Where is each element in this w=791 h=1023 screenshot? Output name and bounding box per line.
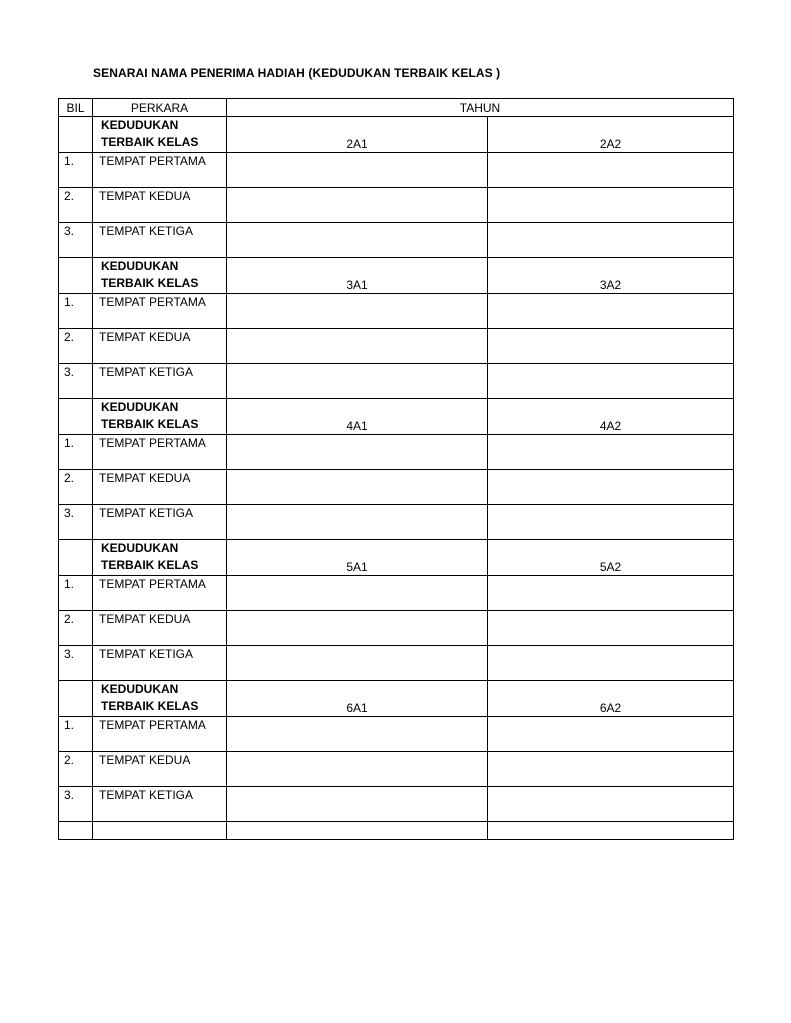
group-label-line2: TERBAIK KELAS [101,417,199,431]
table-row [59,188,734,223]
row-perkara: TEMPAT PERTAMA [93,153,227,188]
class-a-name-cell [227,153,488,188]
group-label-line1: KEDUDUKAN [101,259,179,273]
group-bil-cell [59,258,93,294]
class-b-heading: 6A2 [488,681,734,717]
group-label-line2: TERBAIK KELAS [101,276,199,290]
class-a-name-cell [227,470,488,505]
row-bil: 1. [59,717,93,752]
table-row [59,153,734,188]
row-perkara: TEMPAT KEDUA [93,611,227,646]
class-a-heading: 4A1 [227,399,488,435]
group-bil-cell [59,540,93,576]
table-row [59,294,734,329]
group-bil-cell [59,399,93,435]
group-header-row [59,681,734,717]
group-label-line1: KEDUDUKAN [101,541,179,555]
row-perkara: TEMPAT KETIGA [93,223,227,258]
table-row [59,505,734,540]
row-bil: 1. [59,294,93,329]
empty-row [59,822,734,840]
table-body [59,117,734,840]
class-a-heading: 2A1 [227,117,488,153]
row-perkara: TEMPAT PERTAMA [93,576,227,611]
group-header-row [59,117,734,153]
group-label [93,399,227,435]
row-bil: 3. [59,505,93,540]
class-b-name-cell [488,223,734,258]
class-b-name-cell [488,188,734,223]
class-b-heading: 3A2 [488,258,734,294]
class-a-name-cell [227,611,488,646]
row-perkara: TEMPAT KETIGA [93,646,227,681]
class-b-name-cell [488,505,734,540]
group-label-line1: KEDUDUKAN [101,118,179,132]
row-bil: 3. [59,646,93,681]
row-perkara: TEMPAT KETIGA [93,787,227,822]
table-row [59,223,734,258]
row-bil: 2. [59,752,93,787]
row-perkara: TEMPAT PERTAMA [93,717,227,752]
row-perkara: TEMPAT KEDUA [93,188,227,223]
table-row [59,470,734,505]
header-row [59,99,734,117]
class-a-name-cell [227,223,488,258]
table-row [59,646,734,681]
class-b-name-cell [488,752,734,787]
class-a-heading: 5A1 [227,540,488,576]
class-a-name-cell [227,576,488,611]
empty-cell [227,822,488,840]
class-a-name-cell [227,294,488,329]
table-row [59,752,734,787]
group-label [93,540,227,576]
group-bil-cell [59,117,93,153]
row-bil: 3. [59,223,93,258]
class-a-heading: 6A1 [227,681,488,717]
group-label [93,117,227,153]
table-row [59,576,734,611]
award-table [58,98,734,840]
empty-cell [488,822,734,840]
class-b-name-cell [488,364,734,399]
group-label-line2: TERBAIK KELAS [101,699,199,713]
row-perkara: TEMPAT KEDUA [93,470,227,505]
class-a-name-cell [227,752,488,787]
table-row [59,435,734,470]
class-b-name-cell [488,576,734,611]
class-b-name-cell [488,329,734,364]
group-label-line1: KEDUDUKAN [101,682,179,696]
group-bil-cell [59,681,93,717]
row-perkara: TEMPAT KETIGA [93,364,227,399]
class-a-name-cell [227,329,488,364]
class-a-name-cell [227,787,488,822]
row-bil: 2. [59,329,93,364]
class-a-name-cell [227,646,488,681]
row-bil: 2. [59,611,93,646]
row-perkara: TEMPAT KEDUA [93,752,227,787]
class-a-heading: 3A1 [227,258,488,294]
row-bil: 1. [59,435,93,470]
group-label [93,258,227,294]
class-b-name-cell [488,717,734,752]
row-bil: 2. [59,470,93,505]
group-header-row [59,540,734,576]
group-header-row [59,258,734,294]
class-b-name-cell [488,153,734,188]
class-a-name-cell [227,188,488,223]
table-row [59,611,734,646]
row-bil: 2. [59,188,93,223]
document-title: SENARAI NAMA PENERIMA HADIAH (KEDUDUKAN TERBAIK KELAS ) [93,66,501,80]
table-row [59,717,734,752]
empty-cell [59,822,93,840]
class-b-heading: 5A2 [488,540,734,576]
row-perkara: TEMPAT KETIGA [93,505,227,540]
header-bil: BIL [59,99,93,117]
table-row [59,364,734,399]
header-tahun: TAHUN [227,99,734,117]
class-b-name-cell [488,787,734,822]
table-row [59,787,734,822]
class-b-heading: 2A2 [488,117,734,153]
class-b-name-cell [488,611,734,646]
class-b-name-cell [488,646,734,681]
class-a-name-cell [227,435,488,470]
group-label [93,681,227,717]
row-perkara: TEMPAT PERTAMA [93,294,227,329]
class-a-name-cell [227,505,488,540]
row-perkara: TEMPAT PERTAMA [93,435,227,470]
group-label-line2: TERBAIK KELAS [101,558,199,572]
class-a-name-cell [227,717,488,752]
row-perkara: TEMPAT KEDUA [93,329,227,364]
row-bil: 3. [59,787,93,822]
header-perkara: PERKARA [93,99,227,117]
class-a-name-cell [227,364,488,399]
class-b-name-cell [488,294,734,329]
row-bil: 3. [59,364,93,399]
table-row [59,329,734,364]
row-bil: 1. [59,576,93,611]
group-label-line1: KEDUDUKAN [101,400,179,414]
class-b-name-cell [488,435,734,470]
empty-cell [93,822,227,840]
class-b-name-cell [488,470,734,505]
row-bil: 1. [59,153,93,188]
group-label-line2: TERBAIK KELAS [101,135,199,149]
class-b-heading: 4A2 [488,399,734,435]
group-header-row [59,399,734,435]
